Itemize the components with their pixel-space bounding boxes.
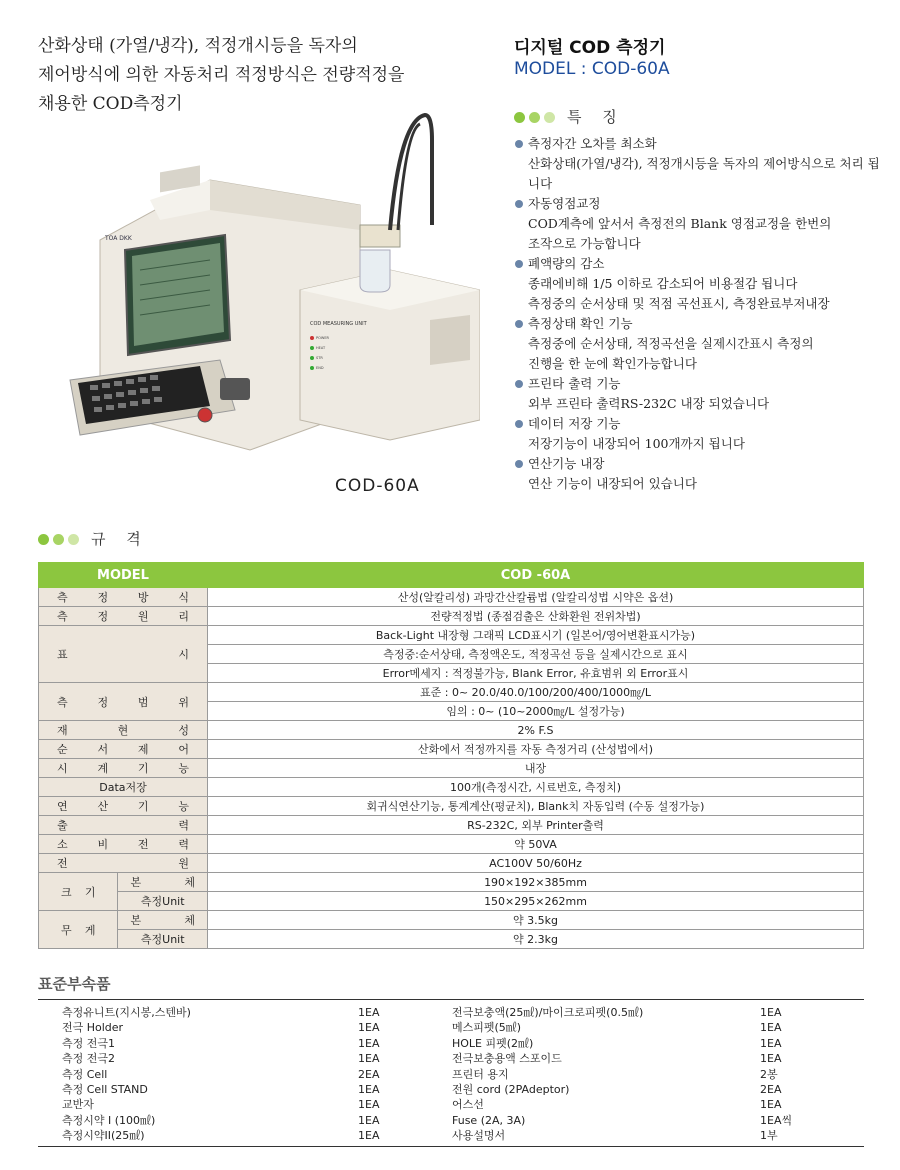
table-row bbox=[39, 588, 864, 607]
feature-desc: 종래에비해 1/5 이하로 감소되어 비용절감 됩니다 bbox=[528, 276, 798, 291]
intro-line: 제어방식에 의한 자동처리 적정방식은 전량적정을 bbox=[38, 65, 405, 85]
spread-text: 연 산 기 능 bbox=[57, 800, 189, 813]
spread-text: 출 력 bbox=[57, 819, 189, 832]
spread-text: 본 체 bbox=[130, 876, 195, 889]
divider bbox=[38, 999, 864, 1000]
accessory-name: 측정유니트(지시봉,스텐바) bbox=[62, 1006, 191, 1019]
row-label: Data저장 bbox=[39, 778, 208, 797]
accessory-name: 측정시약 I (100㎖) bbox=[62, 1113, 156, 1127]
accessory-qty: 1EA bbox=[760, 1098, 782, 1112]
product-caption: COD-60A bbox=[335, 476, 420, 496]
led-label: STR bbox=[316, 356, 323, 360]
spread-text: 표 시 bbox=[57, 648, 189, 661]
row-label bbox=[39, 873, 118, 911]
feature-title: 측정상태 확인 기능 bbox=[514, 314, 884, 334]
accessory-qty: 1EA bbox=[358, 1052, 380, 1066]
product-image bbox=[60, 110, 480, 470]
row-value: 약 3.5kg bbox=[208, 911, 864, 930]
feature-desc: 산화상태(가열/냉각), 적정개시등을 독자의 제어방식으로 처리 됩니다 bbox=[528, 156, 880, 191]
accessory-qty: 1EA bbox=[358, 1082, 380, 1096]
model-name: MODEL : COD-60A bbox=[514, 59, 670, 79]
row-sublabel: 측정Unit bbox=[118, 930, 208, 949]
accessory-name: HOLE 피펫(2㎖) bbox=[452, 1036, 534, 1050]
feature-desc: COD계측에 앞서서 측정전의 Blank 영점교정을 한번의 bbox=[528, 216, 832, 231]
row-label bbox=[39, 759, 208, 778]
row-label bbox=[39, 797, 208, 816]
accessories-title: 표준부속품 bbox=[38, 975, 111, 993]
accessory-name: 전극보충용액 스포이드 bbox=[452, 1052, 562, 1066]
heading-dots-icon bbox=[514, 107, 559, 126]
accessory-qty: 1EA bbox=[358, 1098, 380, 1112]
spec-table bbox=[38, 562, 864, 949]
accessory-qty: 1EA bbox=[760, 1006, 782, 1019]
list-item bbox=[38, 1067, 864, 1082]
list-item bbox=[38, 1097, 864, 1112]
table-row bbox=[39, 626, 864, 645]
header-cell: MODEL bbox=[39, 563, 208, 588]
feature-desc: 외부 프린타 출력RS-232C 내장 되었습니다 bbox=[528, 396, 770, 411]
features-heading-label: 특 징 bbox=[567, 108, 625, 126]
list-item bbox=[38, 1005, 864, 1020]
feature-title: 자동영점교정 bbox=[514, 194, 884, 214]
list-item bbox=[38, 1113, 864, 1128]
intro-line: 산화상태 (가열/냉각), 적정개시등을 독자의 bbox=[38, 36, 358, 56]
accessory-name: 측정 전극2 bbox=[62, 1052, 115, 1066]
row-value: Back-Light 내장형 그래픽 LCD표시기 (일본어/영어변환표시가능) bbox=[208, 626, 864, 645]
led-label: POWER bbox=[316, 336, 329, 340]
row-value: 100개(측정시간, 시료번호, 측정치) bbox=[208, 778, 864, 797]
accessory-qty: 2EA bbox=[760, 1082, 782, 1096]
accessory-qty: 1EA bbox=[358, 1036, 380, 1050]
accessory-qty: 2봉 bbox=[760, 1067, 778, 1081]
spread-text: 무 게 bbox=[61, 923, 96, 937]
feature-item bbox=[514, 194, 884, 254]
accessory-name: 전극 Holder bbox=[62, 1021, 124, 1035]
accessory-qty: 1EA bbox=[358, 1021, 380, 1035]
spread-text: 순 서 제 어 bbox=[57, 743, 189, 756]
accessory-qty: 1EA bbox=[358, 1129, 380, 1143]
row-value: Error메세지 : 적정불가능, Blank Error, 유효범위 외 Error표시 bbox=[208, 664, 864, 683]
unit-label: COD MEASURING UNIT bbox=[310, 321, 367, 327]
list-item bbox=[38, 1082, 864, 1097]
table-row bbox=[39, 892, 864, 911]
accessory-name: 교반자 bbox=[62, 1098, 94, 1112]
feature-desc: 조작으로 가능합니다 bbox=[528, 236, 641, 251]
accessory-qty: 1부 bbox=[760, 1129, 778, 1143]
product-title: 디지털 COD 측정기 bbox=[514, 38, 666, 58]
row-value: 190×192×385mm bbox=[208, 873, 864, 892]
feature-desc: 연산 기능이 내장되어 있습니다 bbox=[528, 476, 697, 491]
row-sublabel bbox=[118, 873, 208, 892]
row-value: AC100V 50/60Hz bbox=[208, 854, 864, 873]
divider bbox=[38, 1146, 864, 1147]
list-item bbox=[38, 1051, 864, 1066]
header-cell: COD -60A bbox=[208, 563, 864, 588]
feature-item bbox=[514, 314, 884, 374]
row-value: 전량적정법 (종점검출은 산화환원 전위차법) bbox=[208, 607, 864, 626]
row-label bbox=[39, 740, 208, 759]
feature-title: 데이터 저장 기능 bbox=[514, 414, 884, 434]
feature-title: 측정자간 오차를 최소화 bbox=[514, 134, 884, 154]
row-value: 약 50VA bbox=[208, 835, 864, 854]
accessories-list bbox=[38, 1005, 864, 1144]
accessory-qty: 1EA bbox=[760, 1036, 782, 1050]
table-row bbox=[39, 911, 864, 930]
accessory-qty: 1EA bbox=[358, 1113, 380, 1127]
spread-text: 전 원 bbox=[57, 857, 189, 870]
brand-logo: TOA DKK bbox=[105, 235, 132, 242]
row-label bbox=[39, 721, 208, 740]
table-row bbox=[39, 759, 864, 778]
table-row bbox=[39, 740, 864, 759]
row-value: 약 2.3kg bbox=[208, 930, 864, 949]
feature-desc: 저장기능이 내장되어 100개까지 됩니다 bbox=[528, 436, 745, 451]
list-item bbox=[38, 1128, 864, 1143]
accessory-qty: 1EA씩 bbox=[760, 1113, 793, 1127]
row-label bbox=[39, 607, 208, 626]
row-label bbox=[39, 588, 208, 607]
table-header-row bbox=[39, 563, 864, 588]
row-label bbox=[39, 854, 208, 873]
accessory-name: 측정 Cell STAND bbox=[62, 1082, 148, 1096]
feature-title: 프린타 출력 기능 bbox=[514, 374, 884, 394]
table-row bbox=[39, 683, 864, 702]
spread-text: 측 정 방 식 bbox=[57, 591, 189, 604]
features-heading bbox=[514, 106, 625, 127]
accessory-name: 사용설명서 bbox=[452, 1129, 506, 1143]
spread-text: 측 정 원 리 bbox=[57, 610, 189, 623]
accessory-qty: 2EA bbox=[358, 1067, 380, 1081]
table-row bbox=[39, 816, 864, 835]
feature-desc: 측정중에 순서상태, 적정곡선을 실제시간표시 측정의 bbox=[528, 336, 814, 351]
spread-text: 소 비 전 력 bbox=[57, 838, 189, 851]
accessory-name: 메스피펫(5㎖) bbox=[452, 1021, 522, 1035]
row-value: 내장 bbox=[208, 759, 864, 778]
row-value: 임의 : 0~ (10~2000㎎/L 설정가능) bbox=[208, 702, 864, 721]
row-value: 2% F.S bbox=[208, 721, 864, 740]
spread-text: 본 체 bbox=[130, 914, 195, 927]
spread-text: 측 정 범 위 bbox=[57, 695, 189, 709]
accessory-name: 전극보충액(25㎖)/마이크로피펫(0.5㎖) bbox=[452, 1006, 644, 1019]
table-row bbox=[39, 854, 864, 873]
row-label bbox=[39, 626, 208, 683]
spec-heading-label: 규 격 bbox=[91, 530, 149, 548]
feature-title: 폐액량의 감소 bbox=[514, 254, 884, 274]
row-value: RS-232C, 외부 Printer출력 bbox=[208, 816, 864, 835]
table-row bbox=[39, 607, 864, 626]
accessory-name: Fuse (2A, 3A) bbox=[452, 1113, 526, 1127]
spread-text: 크 기 bbox=[61, 885, 96, 899]
table-row bbox=[39, 930, 864, 949]
intro-text bbox=[38, 32, 418, 119]
row-sublabel: 측정Unit bbox=[118, 892, 208, 911]
accessory-name: 측정 전극1 bbox=[62, 1036, 115, 1050]
table-row bbox=[39, 778, 864, 797]
row-value: 150×295×262mm bbox=[208, 892, 864, 911]
feature-item bbox=[514, 254, 884, 314]
row-value: 표준 : 0~ 20.0/40.0/100/200/400/1000㎎/L bbox=[208, 683, 864, 702]
list-item bbox=[38, 1020, 864, 1035]
table-row bbox=[39, 797, 864, 816]
accessory-name: 어스선 bbox=[452, 1098, 484, 1112]
list-item bbox=[38, 1036, 864, 1051]
feature-desc: 진행을 한 눈에 확인가능합니다 bbox=[528, 356, 697, 371]
table-row bbox=[39, 835, 864, 854]
table-row bbox=[39, 873, 864, 892]
row-value: 회귀식연산기능, 통계계산(평균치), Blank치 자동입력 (수동 설정가능) bbox=[208, 797, 864, 816]
row-label bbox=[39, 835, 208, 854]
feature-item bbox=[514, 414, 884, 454]
row-label bbox=[39, 816, 208, 835]
feature-desc: 측정중의 순서상태 및 적점 곡선표시, 측정완료부저내장 bbox=[528, 296, 830, 311]
led-label: END bbox=[316, 366, 324, 370]
spread-text: 재 현 성 bbox=[57, 724, 189, 737]
feature-item bbox=[514, 134, 884, 194]
row-value: 산화에서 적정까지를 자동 측정거리 (산성법에서) bbox=[208, 740, 864, 759]
spread-text: 시 계 기 능 bbox=[57, 762, 189, 775]
accessory-name: 전원 cord (2PAdeptor) bbox=[452, 1082, 570, 1096]
spec-heading bbox=[38, 528, 149, 549]
feature-item bbox=[514, 454, 884, 494]
row-label bbox=[39, 911, 118, 949]
accessory-name: 프린터 용지 bbox=[452, 1067, 509, 1081]
feature-title: 연산기능 내장 bbox=[514, 454, 884, 474]
accessory-qty: 1EA bbox=[358, 1006, 380, 1019]
row-label bbox=[39, 683, 208, 721]
accessory-qty: 1EA bbox=[760, 1021, 782, 1035]
led-label: HEAT bbox=[316, 346, 326, 350]
row-sublabel bbox=[118, 911, 208, 930]
row-value: 측정중:순서상태, 측정액온도, 적정곡선 등을 실제시간으로 표시 bbox=[208, 645, 864, 664]
features-list bbox=[514, 134, 884, 494]
accessory-name: 측정시약II(25㎖) bbox=[62, 1129, 145, 1143]
accessory-name: 측정 Cell bbox=[62, 1067, 108, 1081]
row-value: 산성(알칼리성) 과망간산칼륨법 (알칼리성법 시약은 옵션) bbox=[208, 588, 864, 607]
accessory-qty: 1EA bbox=[760, 1052, 782, 1066]
table-row bbox=[39, 721, 864, 740]
heading-dots-icon bbox=[38, 529, 83, 548]
intro-line: 채용한 COD측정기 bbox=[38, 94, 183, 114]
feature-item bbox=[514, 374, 884, 414]
